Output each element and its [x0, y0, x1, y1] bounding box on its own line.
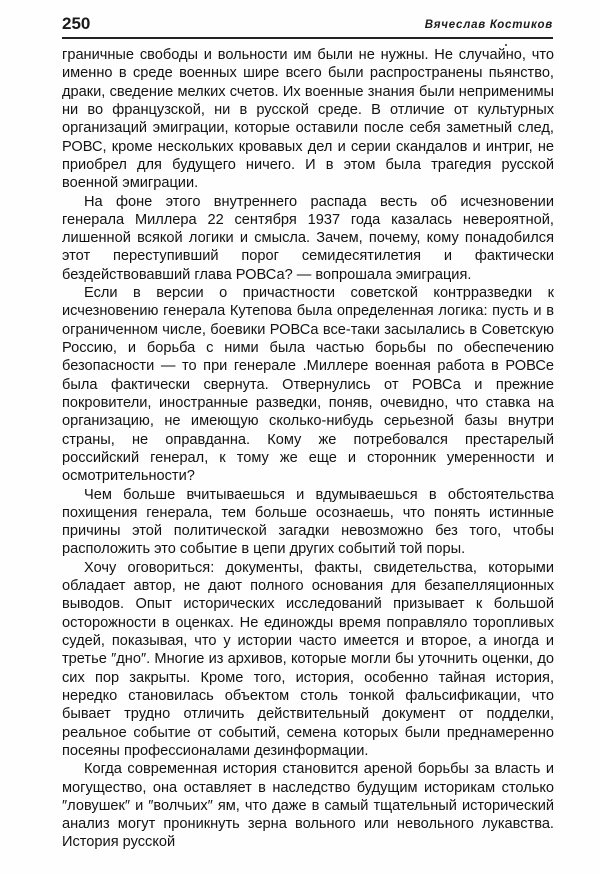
page-number: 250: [62, 14, 91, 33]
body-text-column: [62, 46, 554, 852]
paragraph: Хочу оговориться: документы, факты, свидетельства, которыми обладает автор, не дают полного основания для безапелляционных выводов. Опыт исторических исследований призывает к большой осторожности в оценках. Не единожды время поправляло торопливых судей, показывая, что у истории часто имеется и второе, а иногда и третье ″дно″. Многие из архивов, которые могли бы уточнить оценки, до сих пор закрыты. Кроме того, история, особенно тайная история, нередко становилась объектом столь тонкой фальсификации, что бывает трудно отличить действительный документ от подделки, реальное событие от событий, семена которых были преднамеренно посеяны профессионалами дезинформации.: [62, 559, 554, 759]
paragraph: граничные свободы и вольности им были не нужны. Не случайно, что именно в среде военных шире всего были распространены пьянство, драки, сведение мелких счетов. Их военные знания были неприменимы ни во французской, ни в русской среде. В отличие от культурных организаций эмиграции, которые оставили после себя заметный след, РОВС, кроме нескольких кровавых дел и серии скандалов и интриг, не приобрел для будущего ничего. И в этом была трагедия русской военной эмиграции.: [62, 47, 554, 192]
paragraph: Если в версии о причастности советской контрразведки к исчезновению генерала Кутепова была определенная логика: пусть и в ограниченном числе, боевики РОВСа все-таки засылались в Советскую Россию, и борьба с ними была частью борьбы по обеспечению безопасности — то при генерале .Миллере военная работа в РОВСе была фактически свернута. Отвернулись от РОВСа и прежние покровители, иностранные разведки, поняв, очевидно, что ставка на организацию, не имеющую сколько-нибудь серьезной базы внутри страны, не оправданна. Кому же потребовался престарелый российский генерал, к тому же еще и сторонник умеренности и осмотрительности?: [62, 285, 554, 485]
author-name: Вячеслав Костиков: [424, 19, 553, 31]
paragraph: Чем больше вчитываешься и вдумываешься в обстоятельства похищения генерала, тем больше осознаешь, что понять истинные причины этой политической загадки невозможно без того, чтобы расположить это событие в цепи других событий той поры.: [62, 486, 554, 558]
header-divider-rule: [62, 37, 553, 39]
running-head: [62, 14, 553, 38]
paragraph: Когда современная история становится ареной борьбы за власть и могущество, она оставляет в наследство будущим историкам столько ″ловушек″ и ″волчьих″ ям, что даже в самый тщательный исторический анализ могут проникнуть зерна вольного или невольного лукавства. История русской: [62, 761, 554, 851]
paragraph: На фоне этого внутреннего распада весть об исчезновении генерала Миллера 22 сентября 1937 года казалась невероятной, лишенной всякой логики и смысла. Зачем, почему, кому понадобился этот переступивший порог семидесятилетия и фактически бездействовавший глава РОВСа? — вопрошала эмиграция.: [62, 193, 554, 283]
